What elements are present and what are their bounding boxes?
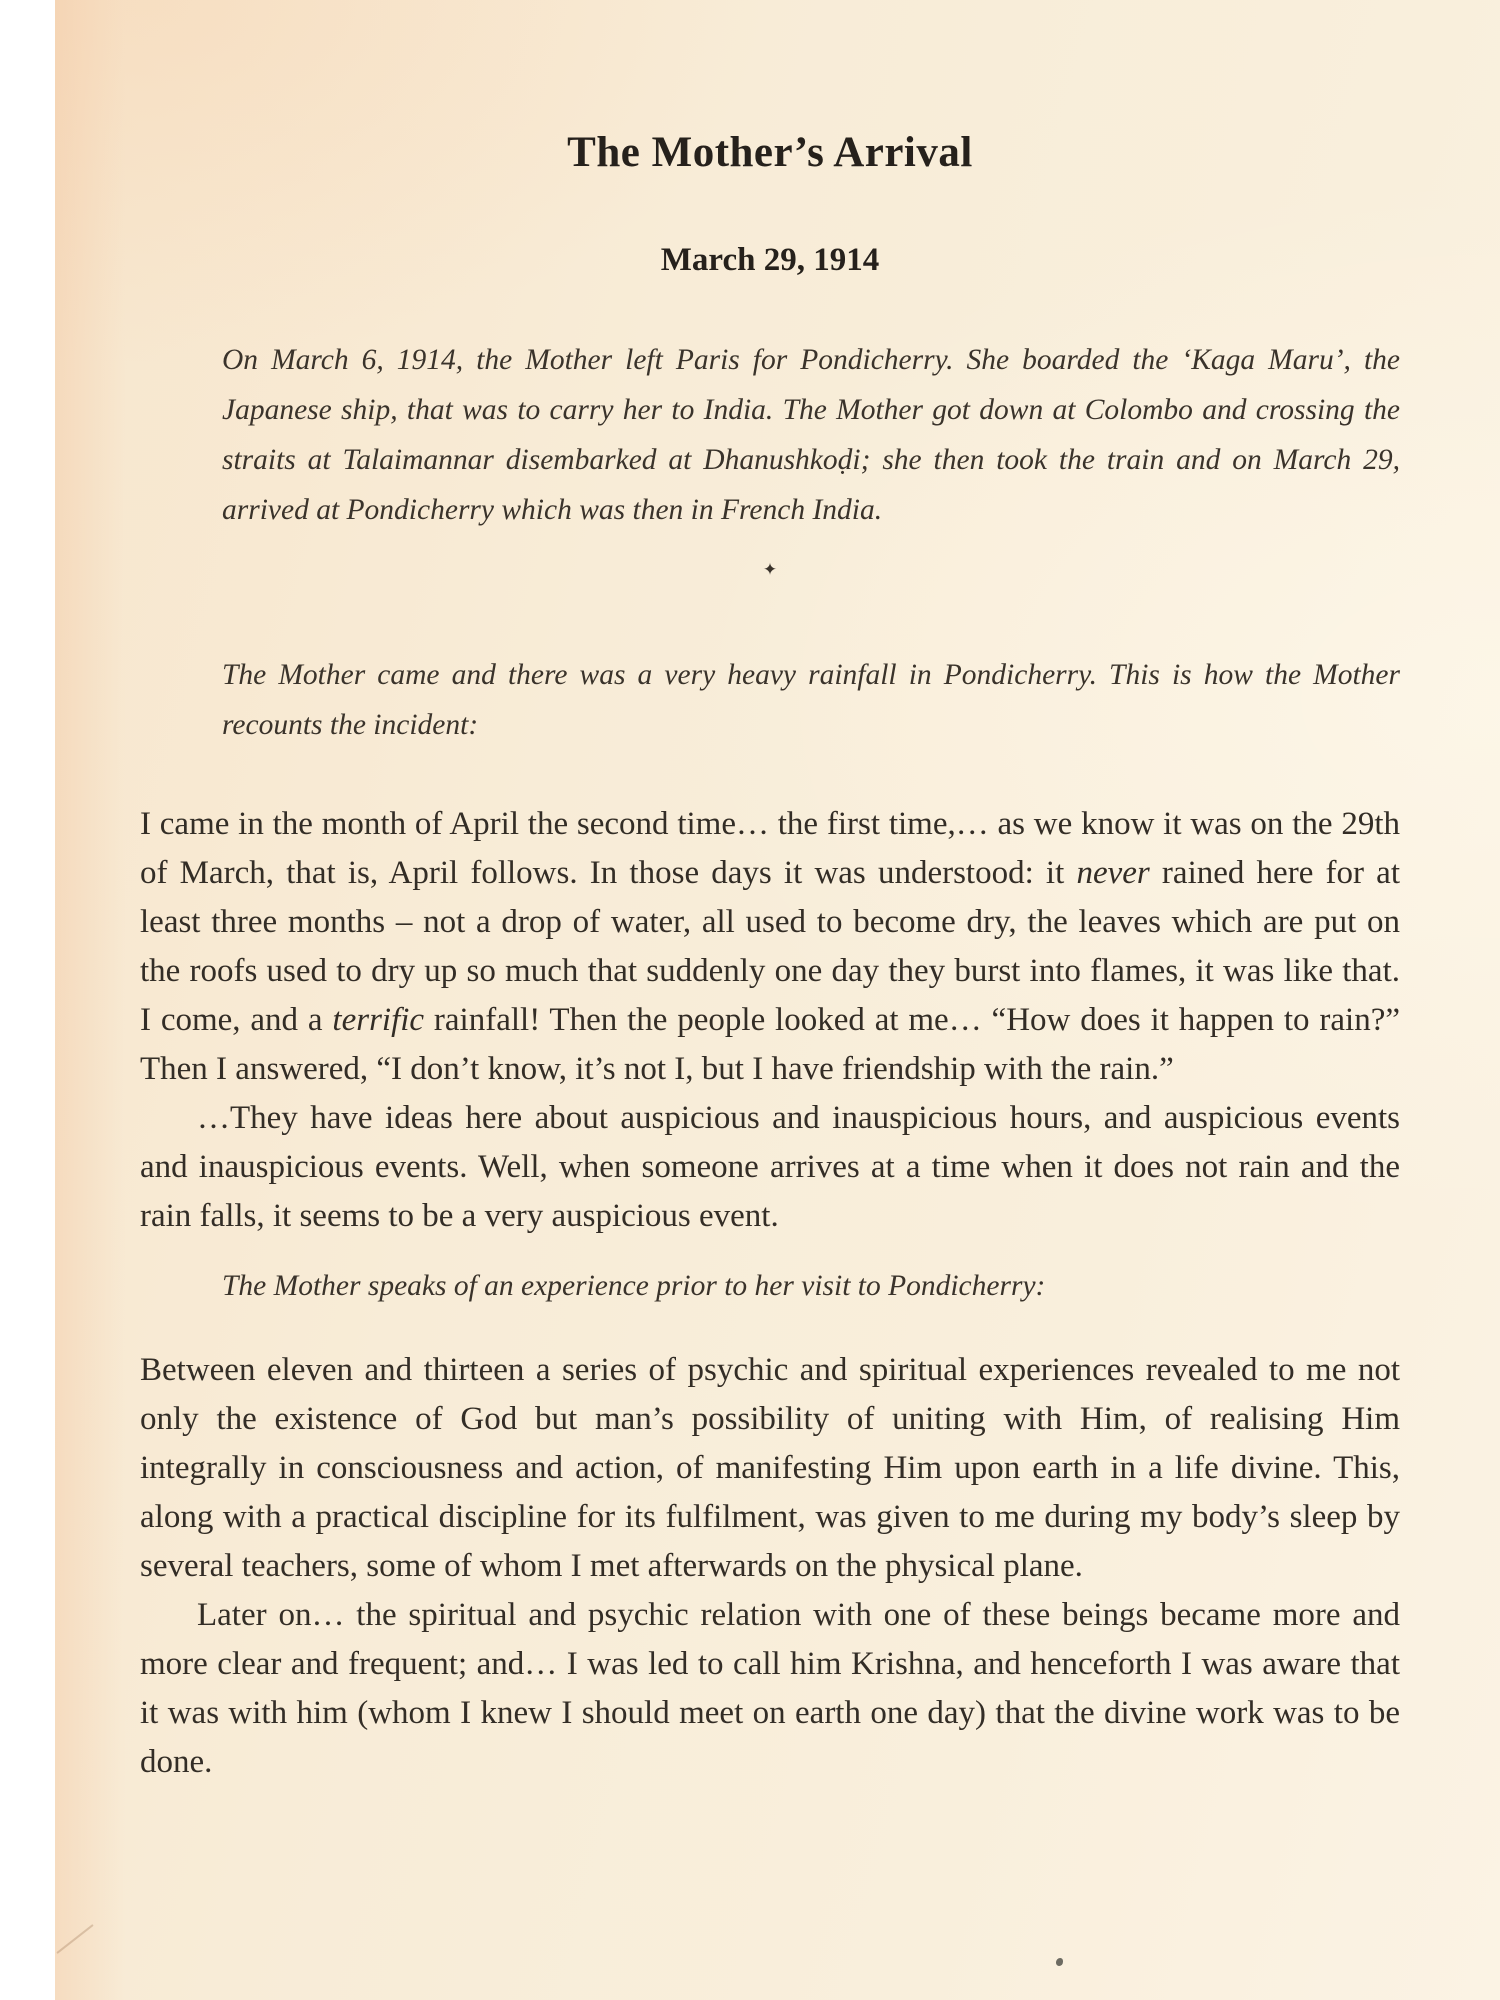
section-separator-star-icon: ✦ — [762, 560, 778, 579]
editorial-intro-note: On March 6, 1914, the Mother left Paris for Pondicherry. She boarded the ‘Kaga Maru’, the Japanese ship, that was to carry her to India. The Mother got down at Colombo and crossing the straits at Talaimannar disembarked at Dhanushkoḍi; she then took the train and on March 29, arrived at Pondicherry which was then in French India. — [222, 344, 1400, 526]
mother-quote-experience-paragraph-2: Later on… the spiritual and psychic relation with one of these beings became more and more clear and frequent; and… I was led to call him Krishna, and henceforth I was aware that it was with him (whom I knew I should meet on earth one day) that the divine work was to be done. — [140, 1597, 1400, 1780]
date-heading: March 29, 1914 — [660, 242, 880, 278]
quote-lead-in-experience: The Mother speaks of an experience prior to her visit to Pondicherry: — [222, 1270, 1046, 1302]
chapter-title: The Mother’s Arrival — [567, 129, 973, 176]
page-paper — [55, 0, 1500, 2000]
quote-lead-in-rainfall: The Mother came and there was a very heavy rainfall in Pondicherry. This is how the Mother recounts the incident: — [222, 659, 1400, 741]
mother-quote-rain-paragraph-2: …They have ideas here about auspicious and inauspicious hours, and auspicious events and inauspicious events. Well, when someone arrives at a time when it does not rain and the rain falls, it seems to be a very auspicious event. — [140, 1100, 1400, 1234]
mother-quote-experience-paragraph-1: Between eleven and thirteen a series of psychic and spiritual experiences revealed to me not only the existence of God but man’s possibility of uniting with Him, of realising Him integrally in consciousness and action, of manifesting Him upon earth in a life divine. This, along with a practical discipline for its fulfilment, was given to me during my body’s sleep by several teachers, some of whom I met afterwards on the physical plane. — [140, 1352, 1400, 1584]
mother-quote-rain-paragraph-1: I came in the month of April the second time… the first time,… as we know it was on the 29th of March, that is, April follows. In those days it was understood: it never rained here for at least three months – not a drop of water, all used to become dry, the leaves which are put on the roofs used to dry up so much that suddenly one day they burst into flames, it was like that. I come, and a terrific rainfall! Then the people looked at me… “How does it happen to rain?” Then I answered, “I don’t know, it’s not I, but I have friendship with the rain.” — [140, 806, 1400, 1087]
